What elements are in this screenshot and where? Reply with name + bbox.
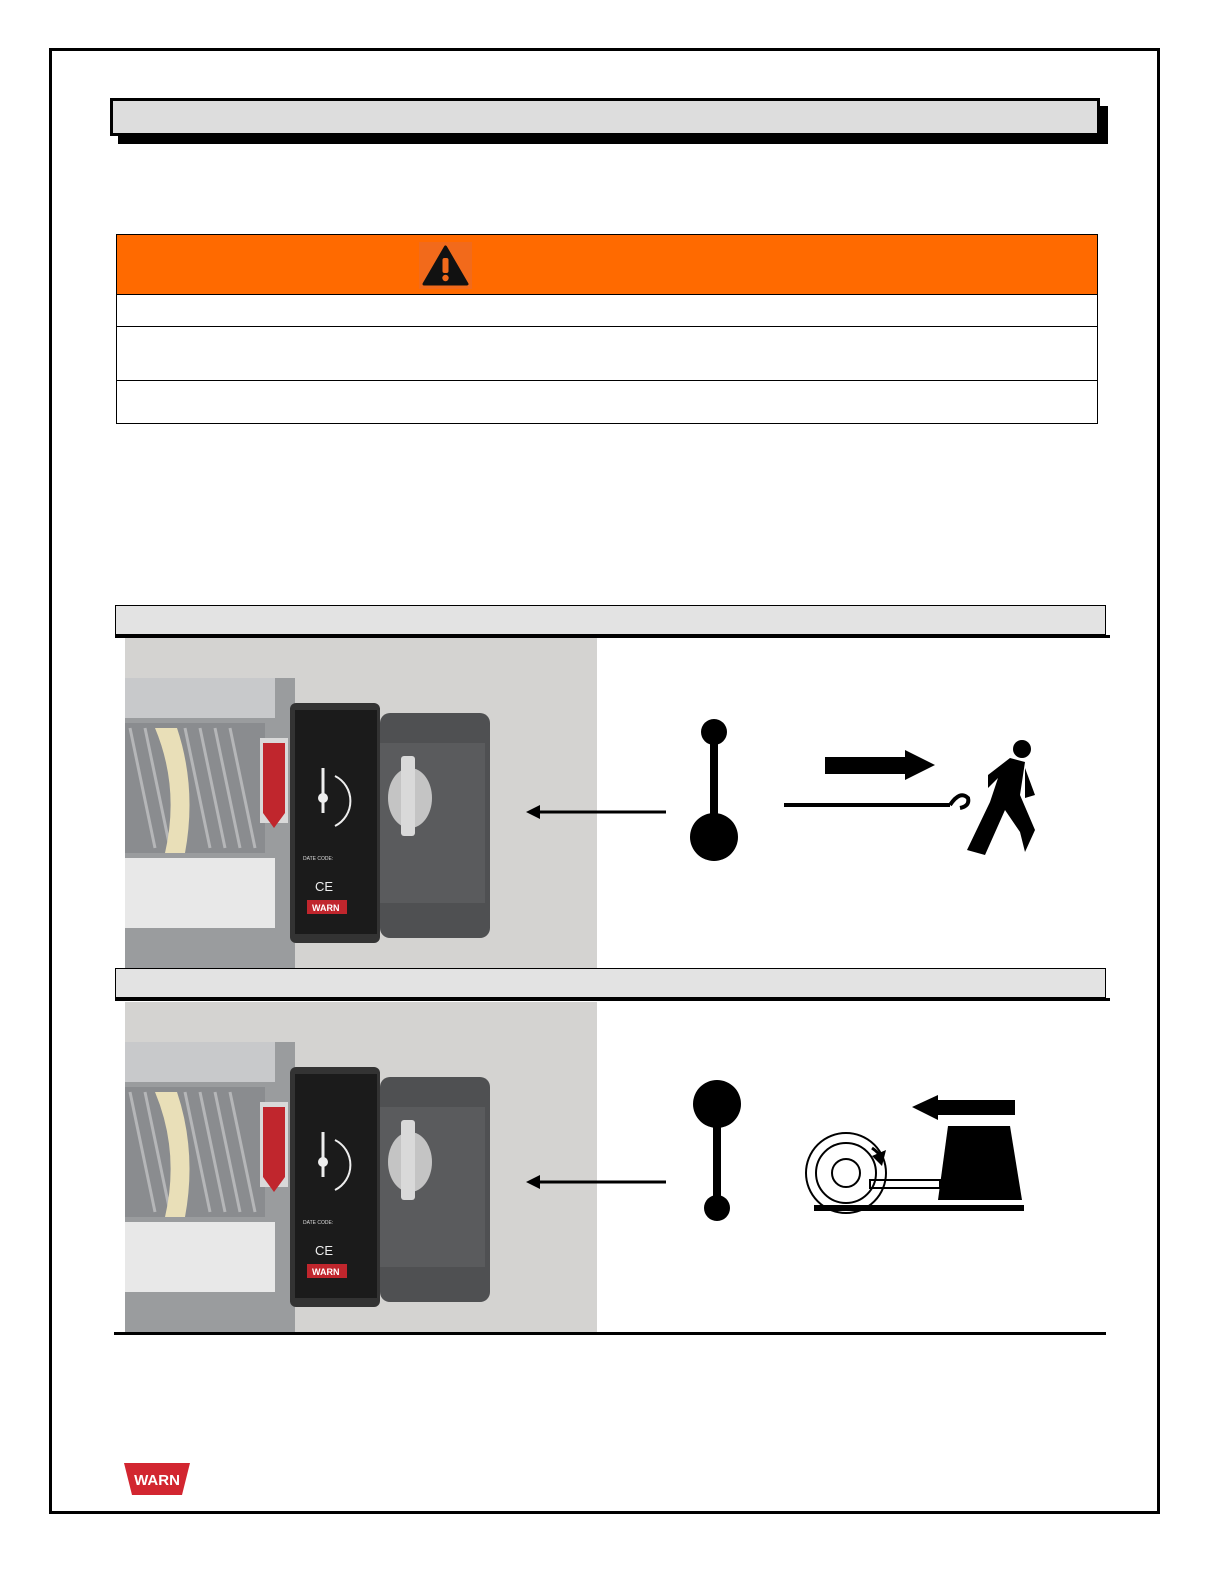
bottom-rule — [114, 1332, 1106, 1335]
section-heading-bar-2 — [115, 968, 1106, 998]
pointer-arrow-icon — [526, 805, 666, 819]
pointer-arrow-icon — [526, 1175, 666, 1189]
section-title-bar — [110, 98, 1100, 136]
person-pulling-cable-icon — [784, 740, 1035, 855]
photo-ce-mark: CE — [315, 879, 334, 894]
warning-row-2 — [117, 327, 1097, 381]
lever-down-icon — [690, 719, 738, 861]
engaged-diagram — [520, 1070, 1060, 1230]
warn-logo-text: WARN — [134, 1472, 180, 1489]
freespool-diagram — [520, 700, 1060, 890]
warning-row-3 — [117, 381, 1097, 423]
photo-brand: WARN — [312, 1267, 340, 1277]
section-rule-2 — [115, 998, 1110, 1001]
warning-header — [117, 235, 1097, 295]
warning-table — [116, 234, 1098, 424]
photo-ce-mark: CE — [315, 1243, 334, 1258]
lever-up-icon — [693, 1080, 741, 1221]
photo-date-code: DATE CODE: — [303, 856, 334, 862]
section-heading-bar-1 — [115, 605, 1106, 635]
winch-drum-pulling-load-icon — [806, 1095, 1024, 1213]
warn-logo — [124, 1463, 190, 1495]
photo-brand: WARN — [312, 903, 340, 913]
photo-date-code: DATE CODE: — [303, 1220, 334, 1226]
warning-row-1 — [117, 295, 1097, 327]
warning-triangle-icon — [419, 242, 472, 289]
